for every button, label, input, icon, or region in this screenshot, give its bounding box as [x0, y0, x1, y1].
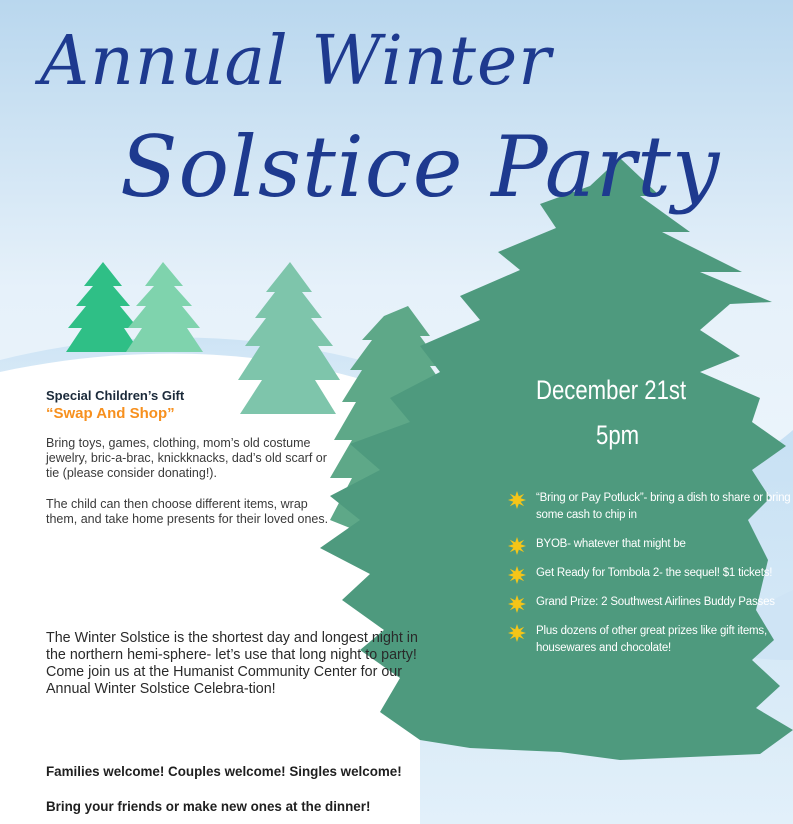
- intro-paragraph: The Winter Solstice is the shortest day and longest night in the northern hemi-sphere- let’s use that long night to party! Come join us at the Humanist Community Center for our Annual Winter Solstice Celebra-tion!: [46, 630, 418, 697]
- children-gift-paragraph-2: The child can then choose different items, wrap them, and take home presents for their loved ones.: [46, 497, 329, 526]
- title-line-2: Solstice Party: [120, 118, 721, 216]
- list-item: [508, 490, 793, 524]
- event-item-text: Get Ready for Tombola 2- the sequel! $1 tickets!: [536, 567, 773, 579]
- event-item-text: BYOB- whatever that might be: [536, 538, 686, 550]
- list-item: [508, 594, 793, 611]
- star-burst-icon: [508, 537, 526, 555]
- closing-line-1: Families welcome! Couples welcome! Singles welcome!: [46, 764, 402, 779]
- star-burst-icon: [508, 595, 526, 613]
- list-item: [508, 623, 793, 657]
- star-burst-icon: [508, 566, 526, 584]
- list-item: [508, 536, 793, 553]
- event-item-text: “Bring or Pay Potluck”- bring a dish to share or bring some cash to chip in: [536, 492, 791, 521]
- title-line-1: Annual Winter: [40, 22, 552, 101]
- event-date: December 21st: [536, 375, 687, 405]
- children-gift-paragraph-1: Bring toys, games, clothing, mom’s old costume jewelry, bric-a-brac, knickknacks, dad’s old scarf or tie (please consider donating!).: [46, 436, 327, 480]
- event-item-text: Grand Prize: 2 Southwest Airlines Buddy Passes: [536, 596, 775, 608]
- list-item: [508, 565, 793, 582]
- star-burst-icon: [508, 624, 526, 642]
- event-time: 5pm: [596, 420, 640, 450]
- children-gift-subheading: “Swap And Shop”: [46, 405, 175, 422]
- children-gift-section: [46, 388, 336, 527]
- children-gift-heading: Special Children’s Gift: [46, 388, 185, 403]
- event-item-text: Plus dozens of other great prizes like gift items, housewares and chocolate!: [536, 625, 767, 654]
- star-burst-icon: [508, 491, 526, 509]
- closing-line-2: Bring your friends or make new ones at the dinner!: [46, 799, 371, 814]
- event-list: [508, 490, 793, 669]
